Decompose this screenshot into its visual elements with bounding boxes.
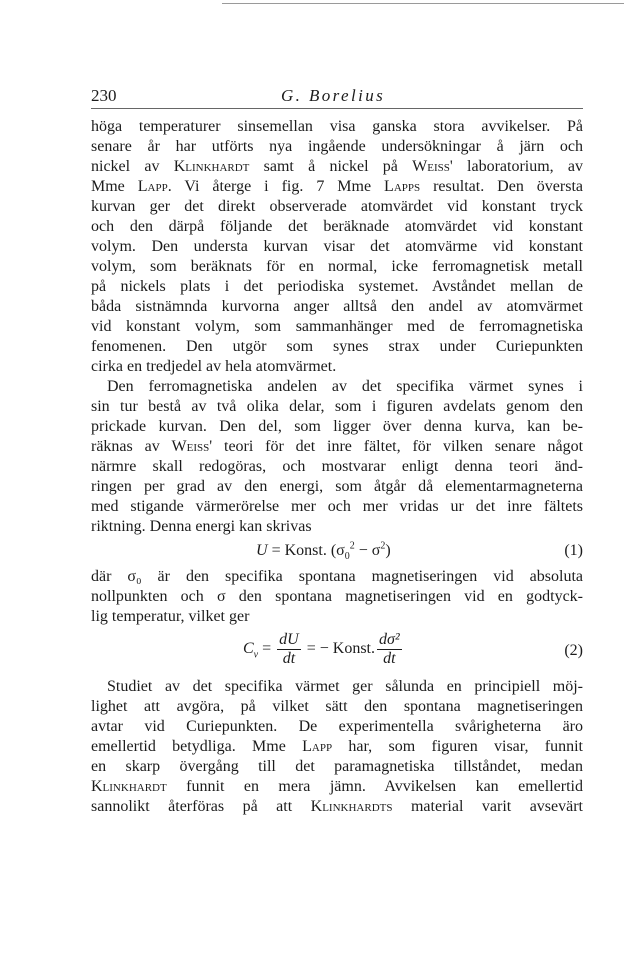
paragraph-2 [91,377,583,537]
text-line [91,777,583,797]
author-name: Klinkhardt [91,778,167,795]
text-line [91,177,583,197]
text-span: Mme [91,178,138,195]
eq-text: = Konst. (σ [267,542,345,559]
text-line: fenomenen. Den utgör som synes strax under Curiepunkten [91,338,583,355]
text-line: på nickels plats i det periodiska systemet. Avståndet mellan de [91,278,583,295]
text-line: båda sistnämnda kurvorna anger alltså den andel av atomvärmet [91,298,583,315]
eq-symbol: U [256,542,268,559]
text-line: lig temperatur, vilket ger [91,608,250,625]
text-line: där σ₀ är den specifika spontana magnetiseringen vid absoluta [91,568,583,585]
running-head-author: G. Borelius [281,86,386,105]
author-name: Lapp [137,178,168,195]
text-span: sannolikt återföras på att [91,798,311,815]
text-span: samt å nickel på [249,158,413,175]
top-rule [222,3,624,4]
text-line: senare år har utförts nya ingående undersökningar å järn och [91,138,583,155]
text-line [91,437,583,457]
text-line: Studiet av det specifika värmet ger sålunda en principiell möj- [107,678,583,695]
eq-superscript: 2 [349,540,355,552]
text-line: höga temperaturer sinsemellan visa ganska stora avvikelser. På [91,118,583,135]
text-span: har, som figuren visar, funnit [332,738,584,755]
text-line [91,157,583,177]
text-span: . Vi återge i fig. 7 Mme [167,178,385,195]
text-span: ' teori för det inre fältet, för vilken senare något [209,438,584,455]
eq-text: ) [385,542,391,559]
text-line: riktning. Denna energi kan skrivas [91,518,312,535]
header-rule [91,108,583,109]
running-head [91,86,583,108]
text-line [91,737,583,757]
text-span: funnit en mera jämn. Avvikelsen kan emellertid [166,778,583,795]
fraction-denominator: dt [383,650,396,667]
eq-subscript: v [253,649,259,661]
author-name: Weiss [171,438,210,455]
author-name: Klinkhardt [173,158,250,175]
paragraph-1 [91,117,583,377]
equation-number: (2) [564,642,583,659]
text-line: cirka en tredjedel av hela atomvärmet. [91,358,337,375]
author-name: Lapps [384,178,421,195]
fraction-numerator: dσ² [379,631,400,648]
text-line: ringen per grad av den energi, som åtgår då elementarmagneterna [91,478,583,495]
equation-number: (1) [564,542,583,559]
fraction-numerator: dU [279,631,299,648]
paragraph-3 [91,567,583,627]
equation-2-body [243,631,404,668]
fraction [377,631,402,668]
equation-1-body [256,541,391,561]
eq-symbol: C [243,640,254,658]
equation-2 [91,629,583,673]
text-line: en skarp övergång till det paramagnetiska tillståndet, medan [91,758,583,775]
text-line: avtar vid Curiepunkten. De experimentella svårigheterna äro [91,718,583,735]
author-name: Weiss [412,158,450,175]
author-name: Lapp [302,738,333,755]
author-name: Klinkhardts [310,798,393,815]
equation-1 [91,541,583,567]
eq-text: − σ [354,542,381,559]
text-line: volym, som beräknats för en normal, icke ferromagnetisk metall [91,258,583,275]
text-line: vid konstant volym, som sammanhänger med de ferromagnetiska [91,318,583,335]
text-line: nollpunkten och σ den spontana magnetiseringen vid en godtyck- [91,588,583,605]
fraction [277,631,301,668]
text-span: räknas av [91,438,172,455]
eq-subscript: 0 [344,551,350,563]
text-line: prickade kurvan. Den del, som ligger över denna kurva, kan be- [91,418,583,435]
fraction-denominator: dt [282,650,296,667]
eq-text: = − Konst. [302,640,375,658]
text-line: lighet att avgöra, på vilket sätt den spontana magnetiseringen [91,698,583,715]
text-span: resultat. Den översta [420,178,583,195]
text-line: Den ferromagnetiska andelen av det specifika värmet synes i [107,378,583,395]
text-line: och den därpå följande det beräknade atomvärdet vid konstant [91,218,583,235]
eq-text: = [258,640,276,658]
body-text [91,117,583,817]
text-span: nickel av [91,158,174,175]
text-span: material varit avsevärt [392,798,583,815]
text-span: emellertid betydliga. Mme [91,738,303,755]
page-number: 230 [91,86,117,105]
text-line: närmre skall redogöras, och mostvarar enligt denna teori änd- [91,458,583,475]
text-line: volym. Den understa kurvan visar det atomvärme vid konstant [91,238,583,255]
text-span: ' laboratorium, av [449,158,584,175]
text-line: med stigande värmerörelse mer och mer vridas ur det inre fältets [91,498,583,515]
text-line: sin tur bestå av två olika delar, som i figuren avdelats genom den [91,398,583,415]
text-line [91,797,583,817]
paragraph-4 [91,677,583,817]
text-line: kurvan ger det direkt observerade atomvärdet vid konstant tryck [91,198,583,215]
eq-superscript: 2 [380,540,386,552]
